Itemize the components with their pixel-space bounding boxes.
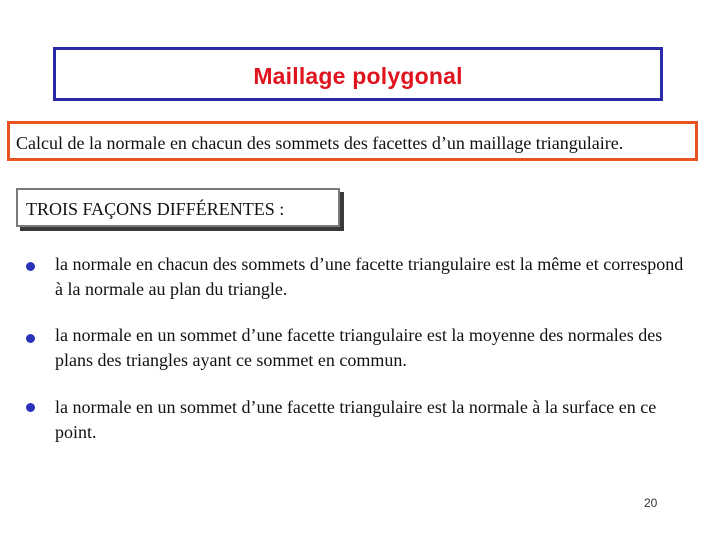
page-number: 20 xyxy=(644,496,658,510)
bullet-item-2: la normale en un sommet d’une facette triangulaire est la moyenne des normales des plans des triangles ayant ce sommet en commun. xyxy=(55,325,663,370)
slide-subtitle: Calcul de la normale en chacun des sommets des facettes d’un maillage triangulaire. xyxy=(16,133,624,153)
title-box xyxy=(53,47,663,101)
bullet-dot-icon xyxy=(26,334,35,343)
bullet-dot-icon xyxy=(26,403,35,412)
slide-title: Maillage polygonal xyxy=(253,63,463,89)
bullet-item-1: la normale en chacun des sommets d’une facette triangulaire est la même et correspond à la normale au plan du triangle. xyxy=(55,254,684,299)
bullet-item-3: la normale en un sommet d’une facette triangulaire est la normale à la surface en ce point. xyxy=(55,397,657,442)
subtitle-box xyxy=(7,121,698,161)
bullet-dot-icon xyxy=(26,262,35,271)
section-heading-box xyxy=(16,188,340,227)
section-heading: TROIS FAÇONS DIFFÉRENTES : xyxy=(26,199,285,219)
